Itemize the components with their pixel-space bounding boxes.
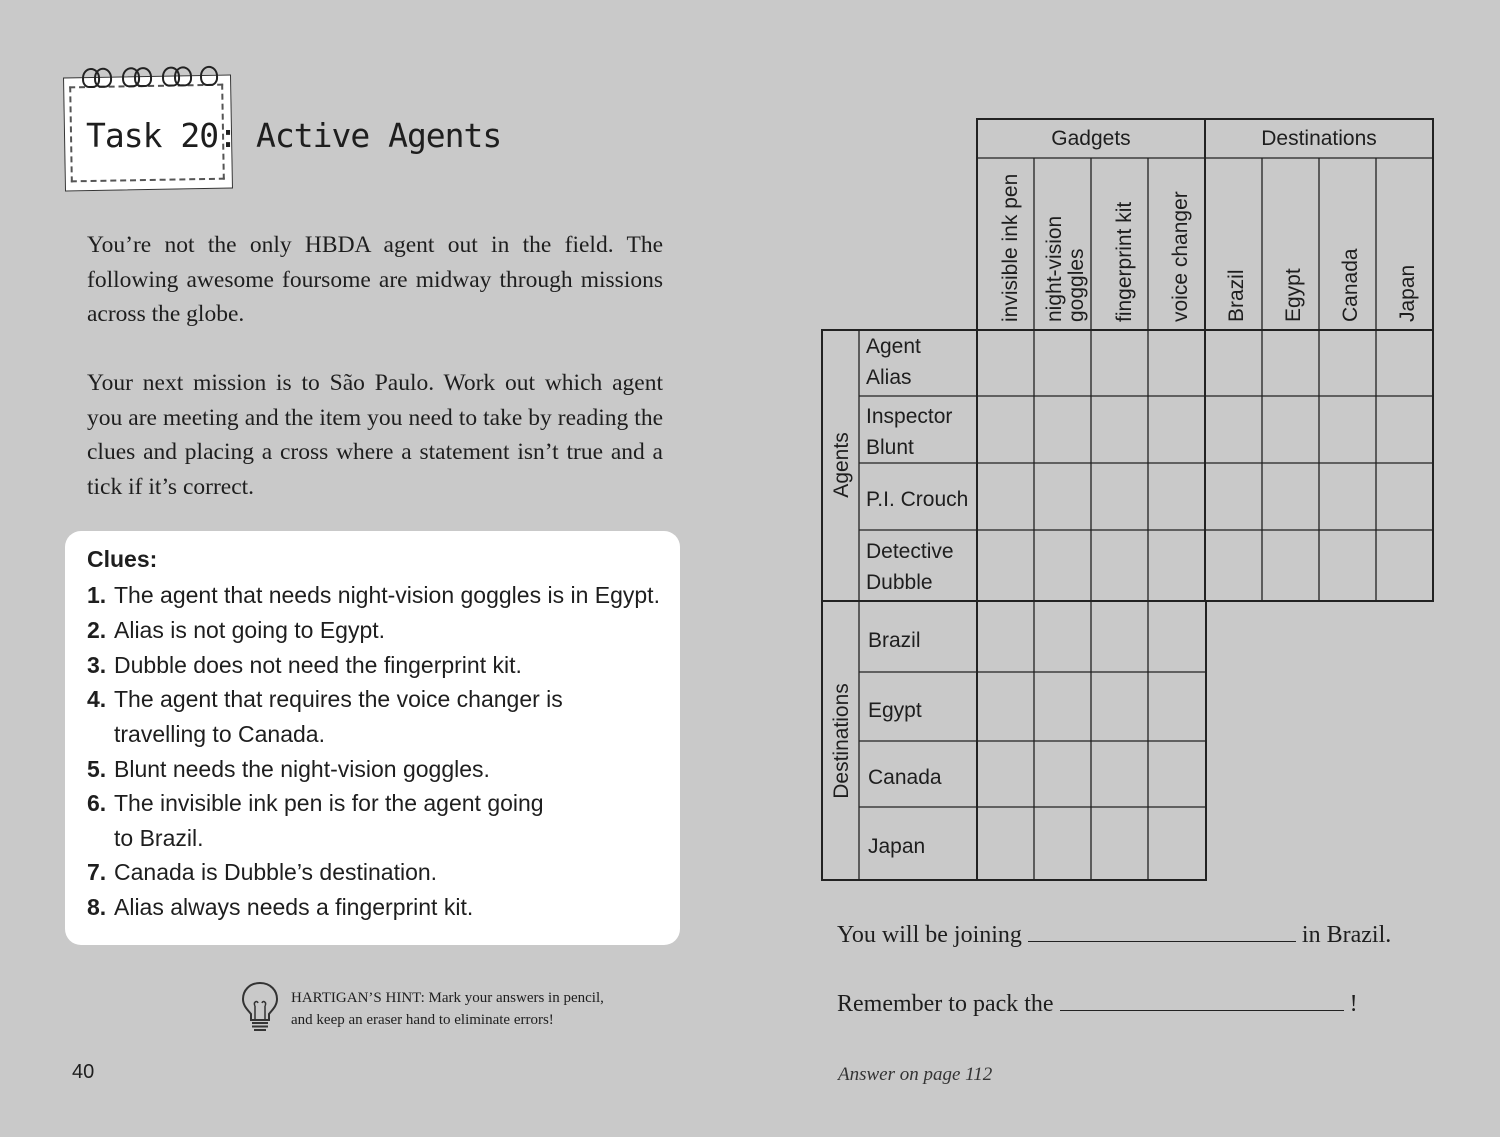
hint-line-1: HARTIGAN’S HINT: Mark your answers in pencil, [291,990,604,1006]
row-label-line: Inspector [866,405,953,428]
row-label-canada: Canada [868,766,942,789]
row-label-line: P.I. Crouch [866,488,969,511]
answer-prefix: Remember to pack the [837,991,1054,1017]
column-group-destinations: Destinations [1261,127,1377,150]
answer-prefix: You will be joining [837,922,1022,948]
task-number: Task 20: [86,116,237,155]
answer-suffix: in Brazil. [1301,922,1392,948]
row-label-line: Detective [866,540,954,563]
clue-text: The invisible ink pen is for the agent going [114,790,544,816]
row-label-agent-alias [866,331,921,393]
column-header-fingerprint-kit: fingerprint kit [1113,201,1136,322]
clue-text: Dubble does not need the fingerprint kit. [114,652,522,678]
clue-text: Blunt needs the night-vision goggles. [114,756,490,782]
agent-answer-blank[interactable] [1028,921,1296,942]
clues-heading: Clues: [87,546,158,572]
row-label-line: Agent [866,335,921,358]
row-group-agents: Agents [830,432,853,498]
column-header-canada: Canada [1339,248,1362,322]
intro-paragraph-2: Your next mission is to São Paulo. Work out which agent you are meeting and the item you need to take by reading the clues and placing a cross where a statement isn’t true and a tick if it’s correct. [87,370,663,500]
clue-number: 6. [87,790,107,816]
clue-number: 1. [87,582,107,608]
column-header-egypt: Egypt [1282,268,1305,322]
row-label-japan: Japan [868,835,926,858]
column-header-invisible-ink-pen: invisible ink pen [999,173,1022,322]
column-header-voice-changer: voice changer [1169,191,1192,322]
hint-line-2: and keep an eraser hand to eliminate errors! [291,1012,554,1028]
intro-paragraph-1: You’re not the only HBDA agent out in the field. The following awesome foursome are midway through missions across the globe. [87,232,663,328]
column-header-night-vision-goggles: night-vision [1043,215,1066,322]
row-label-detective-dubble [866,536,954,598]
row-label-line: Dubble [866,571,933,594]
clue-text: Alias is not going to Egypt. [114,617,386,643]
clue-text: The agent that requires the voice changer is [114,686,563,712]
row-label-egypt: Egypt [868,699,922,722]
row-label-brazil: Brazil [868,629,921,652]
answer-line-gadget [837,990,1358,1018]
column-header-night-vision-goggles-line2: goggles [1065,248,1088,322]
row-label-line: Alias [866,366,912,389]
page-title: Active Agents [256,116,502,155]
clue-number: 5. [87,756,107,782]
clue-text-continued: travelling to Canada. [114,720,325,747]
clue-number: 8. [87,894,107,920]
column-header-brazil: Brazil [1225,269,1248,322]
row-label-inspector-blunt [866,401,952,463]
row-label-pi-crouch [866,484,968,515]
answer-line-agent [837,921,1391,949]
column-group-gadgets: Gadgets [1051,127,1131,150]
clue-number: 7. [87,859,107,885]
clue-number: 2. [87,617,107,643]
clue-text-continued: to Brazil. [114,824,204,851]
clue-number: 3. [87,652,107,678]
answer-suffix: ! [1349,991,1358,1017]
gadget-answer-blank[interactable] [1060,990,1344,1011]
page-number: 40 [72,1061,95,1083]
answer-reference: Answer on page 112 [838,1064,993,1085]
column-header-japan: Japan [1396,264,1419,322]
clue-text: The agent that needs night-vision goggles is in Egypt. [114,582,660,608]
clue-number: 4. [87,686,107,712]
clue-text: Alias always needs a fingerprint kit. [114,894,474,920]
row-group-destinations: Destinations [830,683,853,799]
row-label-line: Blunt [866,436,914,459]
clue-text: Canada is Dubble’s destination. [114,859,438,885]
